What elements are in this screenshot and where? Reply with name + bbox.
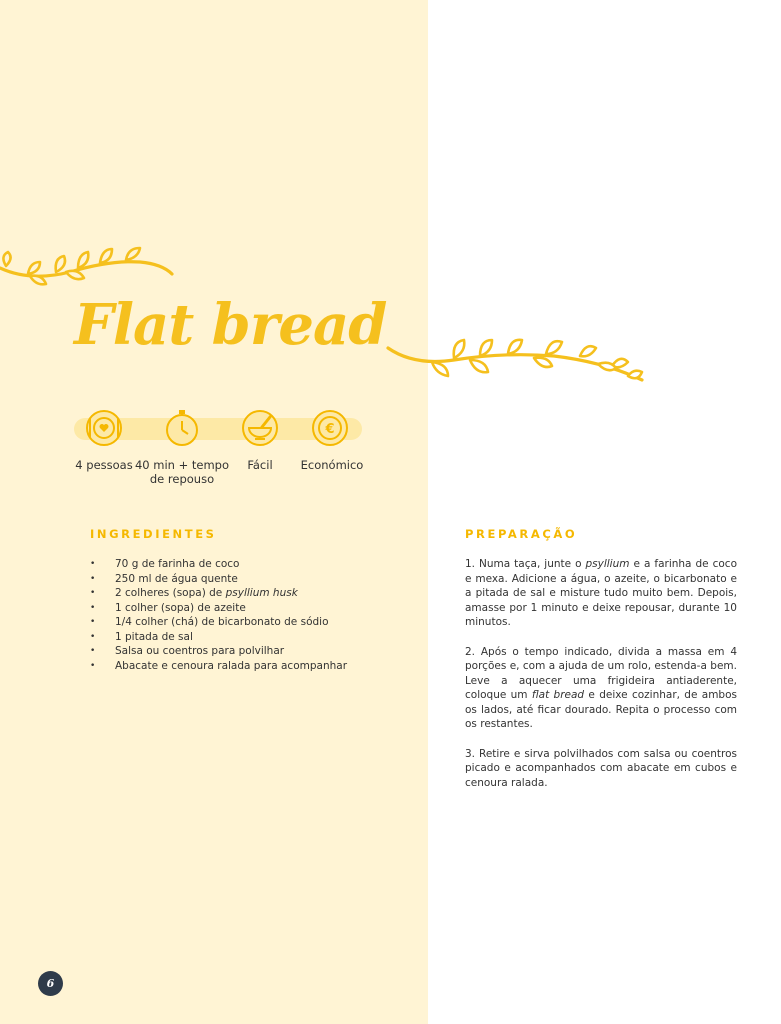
svg-text:€: €: [325, 422, 335, 437]
ingredient-item: • 250 ml de água quente: [90, 572, 347, 587]
step-emphasis: flat bread: [531, 689, 585, 701]
ingredient-text: 2 colheres (sopa) de: [115, 587, 226, 599]
ingredient-item: • Abacate e cenoura ralada para acompanhar: [90, 659, 347, 674]
difficulty-label: Fácil: [247, 458, 273, 472]
ingredient-emphasis: psyllium husk: [225, 587, 298, 599]
time-label: 40 min + tempo de repouso: [134, 458, 230, 486]
step-text: e a farinha de coco e mexa. Adicione a água, o azeite, o bicarbonato e a pitada de sal e misture tudo muito bem. Depois, amasse por 1 minuto e deixe repousar, durante 10 minutos.: [465, 558, 737, 628]
step-text: 3. Retire e sirva polvilhados com salsa ou coentros picado e acompanhados com abacate em cubos e cenoura ralada.: [465, 747, 737, 789]
step-2: [465, 645, 737, 732]
vine-right-icon: [384, 322, 654, 402]
ingredient-item: [90, 586, 347, 601]
servings-label: 4 pessoas: [75, 458, 133, 472]
ingredients-heading: INGREDIENTES: [90, 527, 217, 541]
step-emphasis: psyllium: [585, 558, 630, 570]
step-3: [465, 747, 737, 791]
ingredients-list: [90, 557, 347, 673]
page-number-badge: 6: [38, 971, 63, 996]
preparation-heading: PREPARAÇÃO: [465, 527, 578, 541]
plate-icon: [84, 408, 124, 448]
ingredient-item: • 1 pitada de sal: [90, 630, 347, 645]
ingredient-item: • 70 g de farinha de coco: [90, 557, 347, 572]
step-text: 2. Após o tempo indicado, divida a massa em 4 porções e, com a ajuda de um rolo, estenda-a bem. Leve a aquecer uma frigideira antiaderente, coloque um: [465, 645, 737, 701]
euro-coin-icon: [310, 408, 350, 448]
step-text: e deixe cozinhar, de ambos os lados, até ficar dourado. Repita o processo com os restantes.: [465, 689, 737, 730]
step-1: [465, 557, 737, 630]
step-text: 1. Numa taça, junte o: [465, 558, 586, 570]
ingredient-item: • Salsa ou coentros para polvilhar: [90, 644, 347, 659]
vine-left-icon: [0, 238, 180, 292]
recipe-title: Flat bread: [74, 292, 387, 358]
cost-label: Económico: [300, 458, 364, 472]
ingredient-item: • 1 colher (sopa) de azeite: [90, 601, 347, 616]
stopwatch-icon: [162, 408, 202, 448]
ingredient-item: • 1/4 colher (chá) de bicarbonato de sódio: [90, 615, 347, 630]
mortar-icon: [240, 408, 280, 448]
preparation-steps: [465, 557, 737, 805]
